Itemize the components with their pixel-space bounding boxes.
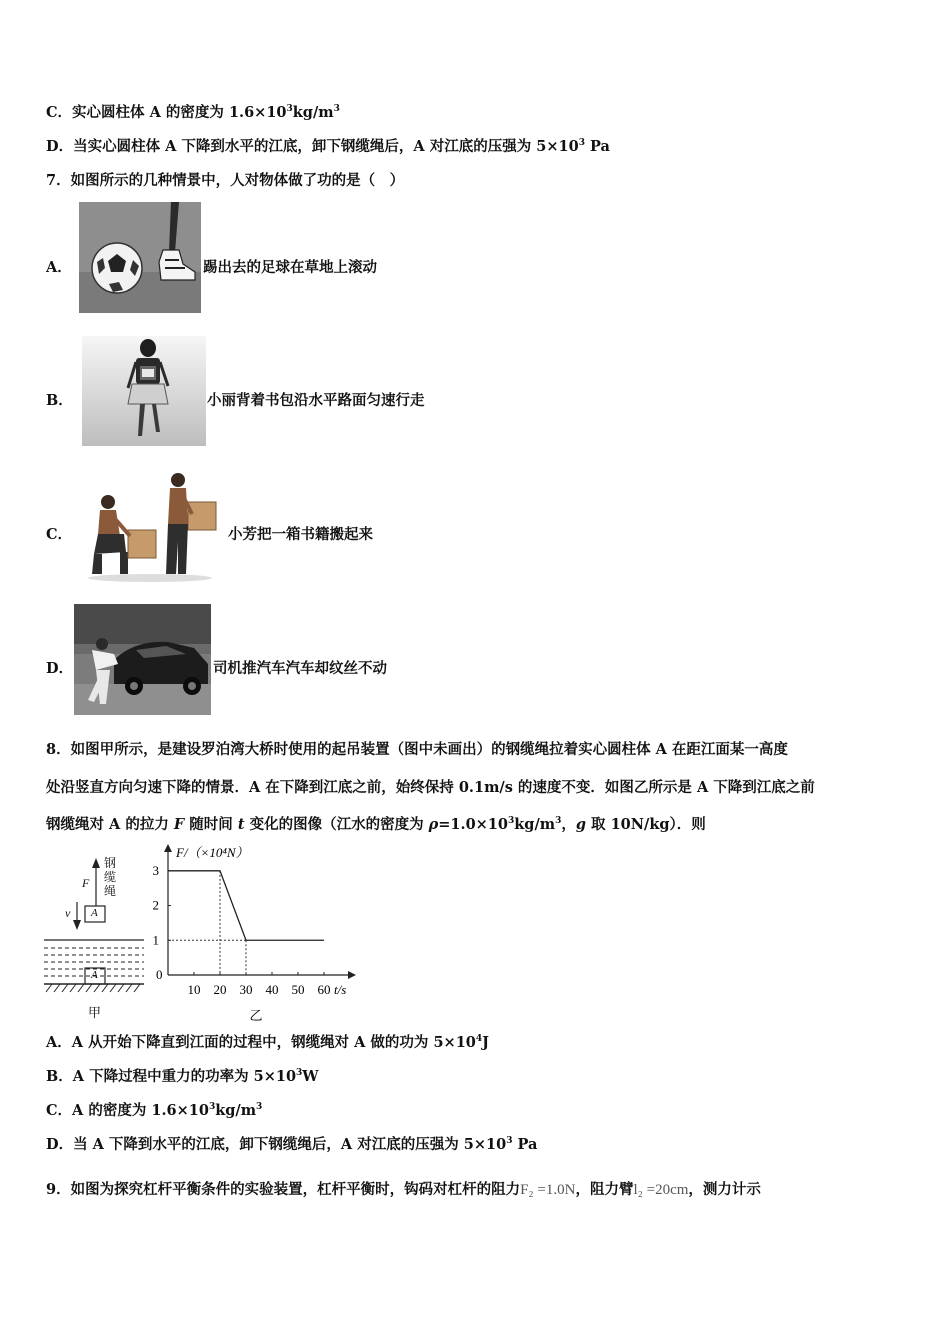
lifting-box-photo: [80, 468, 222, 583]
girl-backpack-photo: [82, 336, 206, 446]
y-axis-arrow: [164, 844, 172, 852]
series-line-F: [168, 871, 324, 940]
figure-yi-chart: [150, 842, 365, 1024]
figure-jia: [44, 856, 156, 1022]
q7-option-b-text: 小丽背着书包沿水平路面匀速行走: [207, 392, 425, 409]
block-a-bottom-label: A: [91, 969, 98, 981]
q9-math-l2: l₂ =20cm: [633, 1182, 689, 1198]
football-kick-photo: [79, 202, 201, 313]
origin-label: 0: [156, 967, 163, 982]
q7-option-b-letter: B．: [46, 392, 73, 409]
q8-stem-line3: 钢缆绳对 A 的拉力 F 随时间 t 变化的图像（江水的密度为 $\rho=1.0\times 10^3kg/m^3$，g 取 10N/kg）．则: [46, 816, 706, 833]
x-tick-label: 10: [187, 982, 201, 997]
force-label: F: [82, 876, 90, 890]
q7-option-d-letter: D．: [46, 660, 74, 677]
q8-stem-line1: 8．如图甲所示，是建设罗泊湾大桥时使用的起吊装置（图中未画出）的钢缆绳拉着实心圆柱体 A 在距江面某一高度: [46, 741, 788, 758]
q7-option-c-text: 小芳把一箱书籍搬起来: [228, 526, 373, 543]
x-axis-arrow: [348, 971, 356, 979]
q6-option-c: C．实心圆柱体 A 的密度为 $1.6\times 10^3kg/m^3$: [46, 104, 340, 121]
y-axis-label: F/（×10⁴N）: [176, 845, 249, 860]
q9-math-f2: F₂ =1.0N: [520, 1182, 576, 1198]
q8-stem-line2: 处沿竖直方向匀速下降的情景．A 在下降到江底之前，始终保持 0.1m/s 的速度不变．如图乙所示是 A 下降到江底之前: [46, 779, 815, 796]
q9-stem: 9．如图为探究杠杆平衡条件的实验装置，杠杆平衡时，钩码对杠杆的阻力F₂ =1.0N，阻力臂l₂ =20cm，测力计示: [46, 1181, 761, 1198]
q7-stem: 7．如图所示的几种情景中，人对物体做了功的是（ ）: [46, 172, 405, 189]
pushing-car-photo: [74, 604, 211, 715]
velocity-arrow-head: [73, 920, 81, 930]
y-tick-label: 1: [152, 932, 159, 948]
chart-caption: 乙: [249, 1009, 263, 1024]
q8-option-b: B．A 下降过程中重力的功率为 $5\times 10^3W$: [46, 1068, 319, 1085]
q7-option-c-letter: C．: [46, 526, 73, 543]
x-tick-label: 40: [265, 982, 279, 997]
q8-option-d: D．当 A 下降到水平的江底，卸下钢缆绳后，A 对江底的压强为 $5\times 10^3$ Pa: [46, 1136, 538, 1153]
x-tick-label: 60: [317, 982, 331, 997]
q7-option-d-text: 司机推汽车汽车却纹丝不动: [213, 660, 387, 677]
x-axis-label: t/s: [334, 982, 347, 997]
velocity-label: v: [65, 906, 71, 920]
q8-option-a: A．A 从开始下降直到江面的过程中，钢缆绳对 A 做的功为 $5\times 10^4J$: [46, 1034, 490, 1051]
force-arrow-head: [92, 858, 100, 868]
q8-option-c: C．A 的密度为 $1.6\times 10^3kg/m^3$: [46, 1102, 263, 1119]
y-tick-label: 3: [152, 862, 159, 878]
cable-label-3: 绳: [104, 884, 117, 898]
figure-jia-caption: 甲: [88, 1006, 102, 1021]
q6-option-d: D．当实心圆柱体 A 下降到水平的江底，卸下钢缆绳后，A 对江底的压强为 $5\times 10^3$ Pa: [46, 138, 610, 155]
q7-option-a-text: 踢出去的足球在草地上滚动: [203, 259, 377, 276]
y-tick-label: 2: [152, 897, 159, 913]
q7-option-a-letter: A．: [46, 259, 72, 276]
x-tick-label: 20: [213, 982, 227, 997]
x-tick-label: 30: [239, 982, 253, 997]
block-a-top-label: A: [91, 907, 98, 919]
cable-label-1: 钢: [104, 856, 117, 870]
x-tick-label: 50: [291, 982, 305, 997]
cable-label-2: 缆: [104, 870, 117, 884]
